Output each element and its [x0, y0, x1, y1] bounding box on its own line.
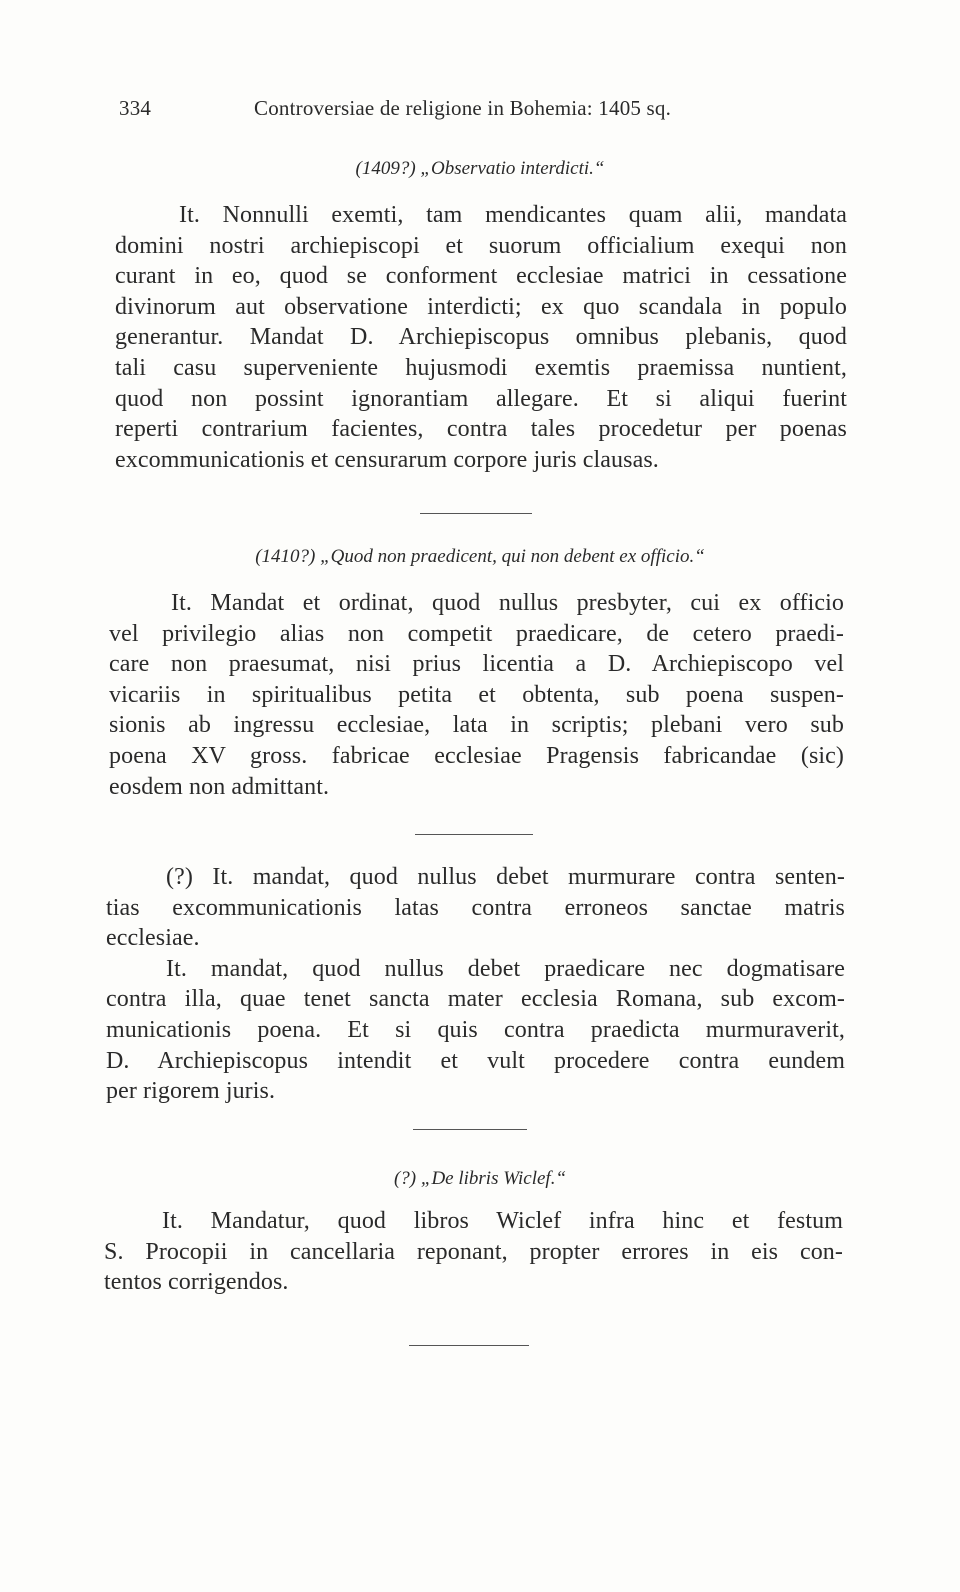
section-divider — [420, 513, 532, 514]
text-line: contra illa, quae tenet sancta mater ecclesia Romana, sub excom- — [106, 986, 845, 1013]
text-line: tentos corrigendos. — [104, 1269, 289, 1296]
section-heading: (1410?) „Quod non praedicent, qui non debent ex officio.“ — [255, 546, 705, 567]
text-line: ecclesiae. — [106, 925, 200, 952]
text-line: vicariis in spiritualibus petita et obtenta, sub poena suspen- — [109, 681, 844, 708]
paragraph — [109, 588, 844, 802]
text-line: It. mandat, quod nullus debet praedicare nec dogmatisare — [166, 955, 845, 982]
running-head — [119, 96, 719, 121]
text-line: It. Mandatur, quod libros Wiclef infra hinc et festum — [162, 1208, 843, 1234]
running-title: Controversiae de religione in Bohemia: 1405 sq. — [254, 96, 672, 120]
text-line: tali casu superveniente hujusmodi exemtis praemissa nuntient, — [115, 354, 847, 381]
text-line: generantur. Mandat D. Archiepiscopus omnibus plebanis, quod — [115, 324, 847, 351]
section-heading: (1409?) „Observatio interdicti.“ — [355, 158, 605, 179]
text-line: curant in eo, quod se conforment ecclesiae matrici in cessatione — [115, 263, 847, 290]
text-line: municationis poena. Et si quis contra praedicta murmuraverit, — [106, 1016, 845, 1043]
text-line: It. Mandat et ordinat, quod nullus presbyter, cui ex officio — [171, 590, 844, 616]
section-divider — [409, 1345, 529, 1346]
paragraph — [104, 1206, 843, 1298]
text-line: It. Nonnulli exemti, tam mendicantes quam alii, mandata — [179, 202, 847, 228]
text-line: care non praesumat, nisi prius licentia a D. Archiepiscopo vel — [109, 651, 844, 678]
paragraph — [115, 200, 847, 475]
text-line: poena XV gross. fabricae ecclesiae Pragensis fabricandae (sic) — [109, 742, 844, 769]
text-line: (?) It. mandat, quod nullus debet murmurare contra senten- — [166, 864, 845, 890]
page-number: 334 — [119, 96, 152, 120]
text-line: sionis ab ingressu ecclesiae, lata in scriptis; plebani vero sub — [109, 712, 844, 739]
section-divider — [415, 834, 533, 835]
text-line: per rigorem juris. — [106, 1078, 276, 1105]
section-heading: (?) „De libris Wiclef.“ — [393, 1168, 567, 1189]
paragraph — [106, 862, 845, 1107]
text-line: divinorum aut observatione interdicti; ex quo scandala in populo — [115, 293, 847, 320]
text-line: S. Procopii in cancellaria reponant, propter errores in eis con- — [104, 1238, 843, 1265]
text-line: quod non possint ignorantiam allegare. Et si aliqui fuerint — [115, 385, 847, 412]
text-line: eosdem non admittant. — [109, 773, 330, 800]
text-line: domini nostri archiepiscopi et suorum officialium exequi non — [115, 232, 847, 259]
text-line: vel privilegio alias non competit praedicare, de cetero praedi- — [109, 620, 844, 647]
text-line: D. Archiepiscopus intendit et vult procedere contra eundem — [106, 1047, 845, 1074]
section-divider — [413, 1129, 527, 1130]
text-line: reperti contrarium facientes, contra tales procedetur per poenas — [115, 416, 847, 443]
text-line: tias excommunicationis latas contra erroneos sanctae matris — [106, 894, 845, 921]
text-line: excommunicationis et censurarum corpore juris clausas. — [115, 446, 659, 473]
